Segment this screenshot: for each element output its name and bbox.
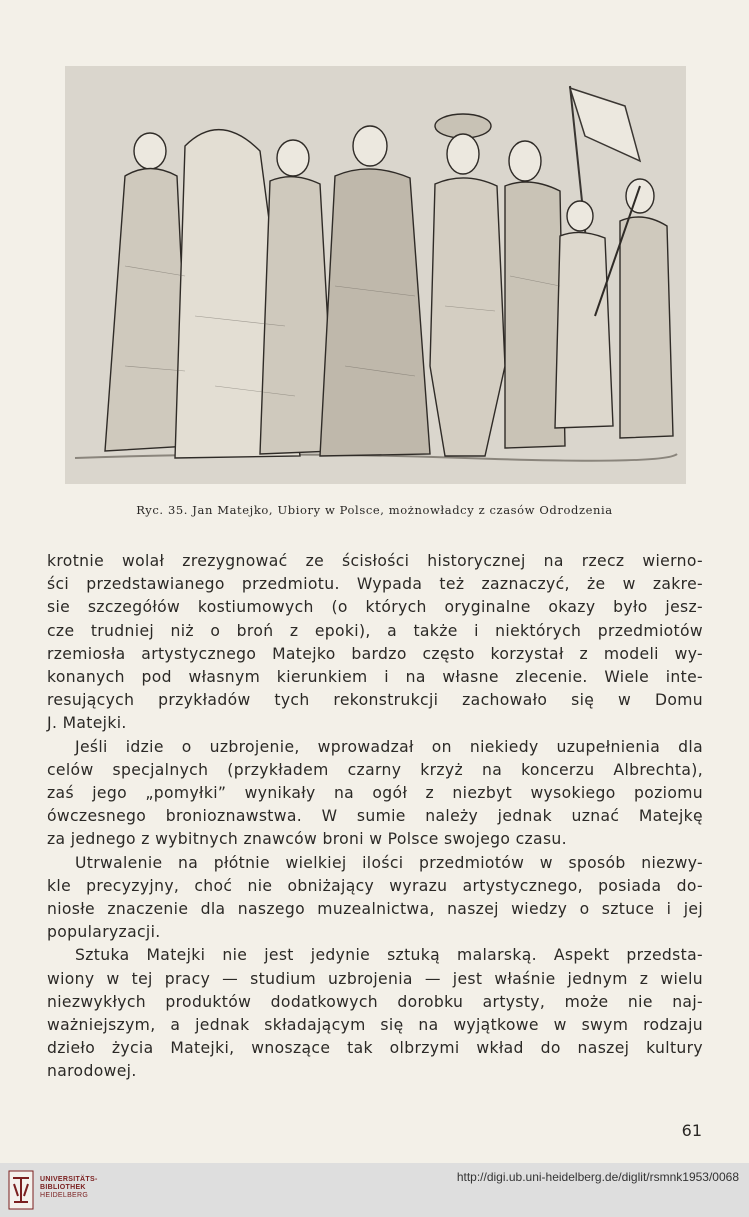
costume-illustration: [65, 66, 686, 484]
text-line: J. Matejki.: [47, 714, 127, 733]
illustration-figure: [65, 66, 686, 484]
text-line: krotnie wolał zrezygnować ze ścisłości historycznej na rzecz wierno-: [47, 552, 703, 570]
text-line: wiony w tej pracy — studium uzbrojenia — jest właśnie jednym z wielu: [47, 969, 703, 988]
text-line: celów specjalnych (przykładem czarny krzyż na koncerzu Albrechta),: [47, 760, 703, 779]
text-line: narodowej.: [47, 1062, 137, 1081]
text-line: dzieło życia Matejki, wnoszące tak olbrzymi wkład do naszej kultury: [47, 1039, 703, 1058]
text-line: Utrwalenie na płótnie wielkiej ilości przedmiotów w sposób niezwy-: [75, 853, 703, 872]
heidelberg-logo-icon[interactable]: [8, 1170, 34, 1210]
logo-line: UNIVERSITÄTS-: [40, 1176, 98, 1183]
text-line: sie szczegółów kostiumowych (o których oryginalne okazy było jesz-: [47, 598, 703, 617]
text-line: cze trudniej niż o broń z epoki), a także i niektórych przedmiotów: [47, 621, 703, 640]
text-line: niosłe znaczenie dla naszego muzealnictwa, naszej wiedzy o sztuce i jej: [47, 900, 703, 919]
text-line: ówczesnego bronioznawstwa. W sumie należy jednak uznać Matejkę: [47, 807, 703, 826]
library-logo-text[interactable]: [40, 1176, 98, 1200]
text-line: niezwykłych produktów dodatkowych dorobku artysty, może nie naj-: [47, 992, 703, 1011]
text-line: popularyzacji.: [47, 923, 161, 942]
logo-line: BIBLIOTHEK: [40, 1184, 86, 1191]
page-number: 61: [681, 1121, 702, 1140]
text-line: kle precyzyjny, choć nie obniżający wyrazu artystycznego, posiada do-: [47, 876, 703, 895]
text-line: resujących przykładów tych rekonstrukcji zachowało się w Domu: [47, 691, 703, 710]
logo-line: HEIDELBERG: [40, 1192, 89, 1199]
text-line: ści przedstawianego przedmiotu. Wypada też zaznaczyć, że w zakre-: [47, 575, 703, 594]
text-line: ważniejszym, a jednak składającym się na wyjątkowe w swym rodzaju: [47, 1016, 703, 1035]
text-line: rzemiosła artystycznego Matejko bardzo często korzystał z modeli wy-: [47, 644, 703, 663]
text-line: za jednego z wybitnych znawców broni w Polsce swojego czasu.: [47, 830, 567, 849]
text-line: zaś jego „pomyłki” wynikały na ogół z niezbyt wysokiego poziomu: [47, 784, 703, 803]
body-text: [47, 550, 703, 1084]
text-line: Sztuka Matejki nie jest jedynie sztuką malarską. Aspekt przedsta-: [75, 946, 703, 965]
text-line: konanych pod własnym kierunkiem i na własne zlecenie. Wiele inte-: [47, 668, 703, 687]
figure-caption: Ryc. 35. Jan Matejko, Ubiory w Polsce, możnowładcy z czasów Odrodzenia: [136, 503, 613, 517]
source-url[interactable]: http://digi.ub.uni-heidelberg.de/diglit/rsmnk1953/0068: [456, 1170, 739, 1184]
text-line: Jeśli idzie o uzbrojenie, wprowadzał on niekiedy uzupełnienia dla: [75, 737, 703, 756]
